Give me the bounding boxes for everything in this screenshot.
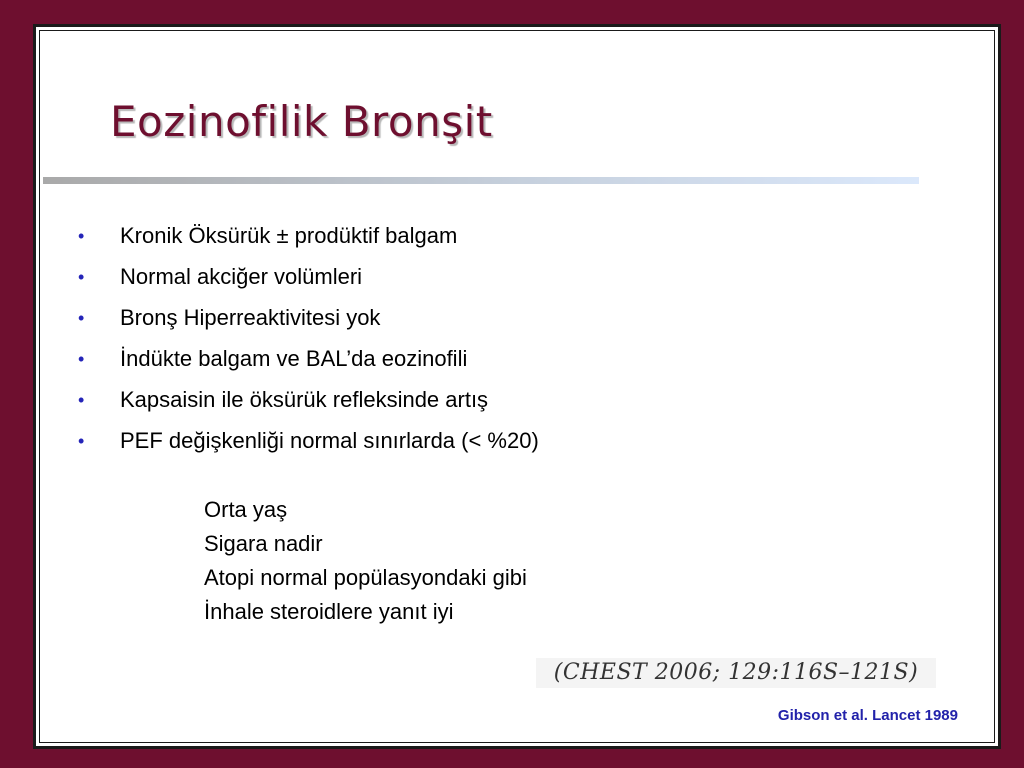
bullet-icon: • — [78, 308, 85, 328]
footer-citation: Gibson et al. Lancet 1989 — [777, 707, 958, 724]
slide-title: Eozinofilik Bronşit — [110, 97, 493, 146]
title-divider — [43, 177, 919, 184]
bullet-text: PEF değişkenliği normal sınırlarda (< %20) — [120, 428, 539, 453]
bullet-text: Bronş Hiperreaktivitesi yok — [120, 305, 381, 330]
bullet-icon: • — [78, 267, 85, 287]
note-line: Atopi normal popülasyondaki gibi — [204, 565, 527, 590]
bullet-text: Kapsaisin ile öksürük refleksinde artış — [120, 387, 489, 412]
bullet-icon: • — [78, 390, 85, 410]
chest-citation: (CHEST 2006; 129:116S–121S) — [536, 658, 936, 688]
bullet-text: İndükte balgam ve BAL’da eozinofili — [120, 346, 468, 371]
bullet-icon: • — [78, 431, 85, 451]
bullet-text: Kronik Öksürük ± prodüktif balgam — [120, 223, 458, 248]
note-line: Sigara nadir — [204, 531, 323, 556]
note-line: İnhale steroidlere yanıt iyi — [204, 599, 454, 624]
bullet-icon: • — [78, 226, 85, 246]
note-line: Orta yaş — [204, 497, 288, 522]
bullet-icon: • — [78, 349, 85, 369]
slide — [33, 24, 1001, 749]
notes-block — [204, 493, 527, 629]
bullet-text: Normal akciğer volümleri — [120, 264, 363, 289]
